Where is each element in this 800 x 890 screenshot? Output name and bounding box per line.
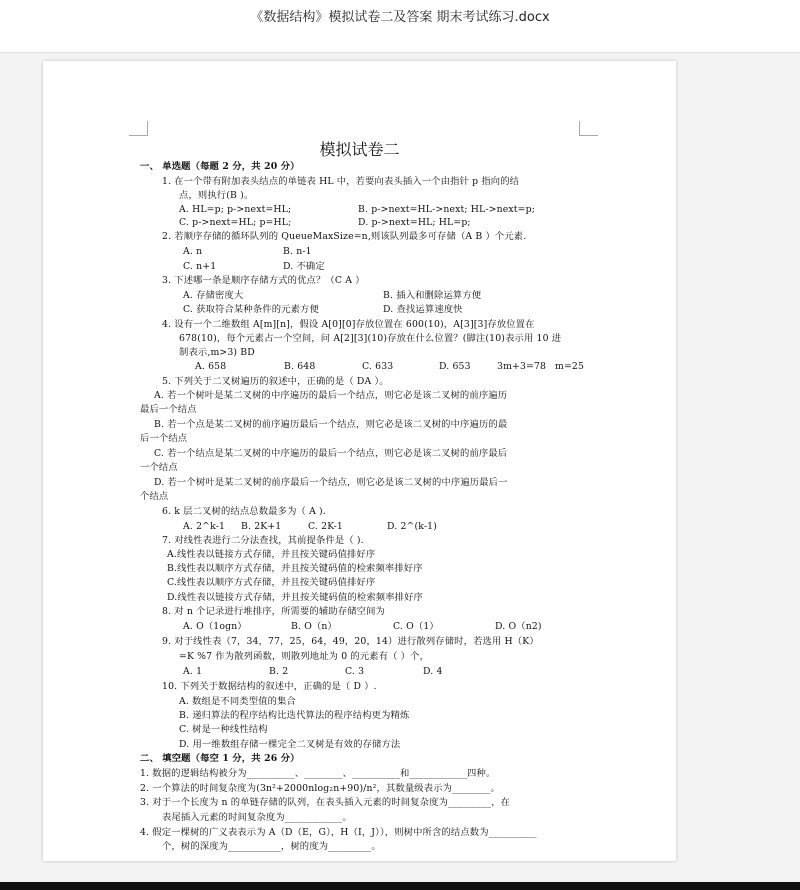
fill-question-text: 3. 对于一个长度为 n 的单链存储的队列，在表头插入元素的时间复杂度为_________，在 xyxy=(140,797,511,808)
fill-question-text: 1. 数据的逻辑结构被分为__________、________、__________和____________四种。 xyxy=(140,768,496,779)
margin-corner-right xyxy=(579,121,598,136)
section-heading: 一、 单选题（每题 2 分，共 20 分） xyxy=(140,161,300,172)
option-text: C. n+1 xyxy=(183,261,217,272)
option-text: 个结点 xyxy=(140,491,169,502)
option-text: C. 3 xyxy=(345,666,365,677)
option-text: D. 不确定 xyxy=(283,261,325,272)
option-text: B. 2 xyxy=(269,666,289,677)
fill-question-text: 表尾插入元素的时间复杂度为____________。 xyxy=(162,812,352,823)
question-text: 6. k 层二叉树的结点总数最多为（ A ). xyxy=(162,506,326,517)
option-text: D. 2^(k-1) xyxy=(387,521,438,532)
option-text: B. n-1 xyxy=(283,246,312,257)
option-text: C.线性表以顺序方式存储，并且按关键码值排好序 xyxy=(167,577,376,588)
option-text: D.线性表以链接方式存储，并且按关键码值的检索频率排好序 xyxy=(167,592,423,603)
question-text: 2. 若顺序存储的循环队列的 QueueMaxSize=n,则该队列最多可存储（A B ）个元素. xyxy=(162,231,527,242)
option-text: C. O（1） xyxy=(393,621,439,632)
option-text: C. p->next=HL; p=HL; xyxy=(179,217,292,228)
option-text: C. 633 xyxy=(362,361,394,372)
question-text: 5. 下列关于二叉树遍历的叙述中，正确的是（ DA ）。 xyxy=(162,376,389,387)
question-text: 4. 设有一个二维数组 A[m][n]，假设 A[0][0]存放位置在 600(10)，A[3][3]存放位置在 xyxy=(162,319,535,330)
section-heading: 二、 填空题（每空 1 分，共 26 分） xyxy=(140,753,300,764)
margin-corner-left xyxy=(129,121,148,136)
option-text: C. 2K-1 xyxy=(308,521,343,532)
bottom-bar xyxy=(0,882,800,890)
option-text: D. 4 xyxy=(423,666,443,677)
option-text: 最后一个结点 xyxy=(140,404,197,415)
option-text: B. 2K+1 xyxy=(241,521,282,532)
option-text: D. 查找运算速度快 xyxy=(383,304,463,315)
question-text: 7. 对线性表进行二分法查找，其前提条件是（ ). xyxy=(162,535,364,546)
option-text: A. 若一个树叶是某二叉树的中序遍历的最后一个结点，则它必是该二叉树的前序遍历 xyxy=(154,390,508,401)
fill-question-text: 个，树的深度为___________，树的度为_________。 xyxy=(162,841,381,852)
question-text: 8. 对 n 个记录进行堆排序，所需要的辅助存储空间为 xyxy=(162,606,386,617)
document-page xyxy=(43,61,676,861)
question-text: 678(10)，每个元素占一个空间，问 A[2][3](10)存放在什么位置？(脚注(10)表示用 10 进 xyxy=(179,333,562,344)
option-text: B. O（n） xyxy=(291,621,337,632)
option-text: C. 若一个结点是某二叉树的中序遍历的最后一个结点，则它必是该二叉树的前序最后 xyxy=(154,448,508,459)
option-text: D. 若一个树叶是某二叉树的前序最后一个结点，则它必是该二叉树的中序遍历最后一 xyxy=(154,477,508,488)
question-text: 10. 下列关于数据结构的叙述中，正确的是（ D ）. xyxy=(162,681,377,692)
option-text: A.线性表以链接方式存储，并且按关键码值排好序 xyxy=(167,549,376,560)
question-text: 点，则执行(B )。 xyxy=(179,190,254,201)
option-text: A. 数组是不同类型值的集合 xyxy=(179,696,296,707)
question-text: 1. 在一个带有附加表头结点的单链表 HL 中，若要向表头插入一个由指针 p 指向的结 xyxy=(162,176,520,187)
option-text: D. O（n2) xyxy=(495,621,542,632)
note-text: 3m+3=78 xyxy=(497,361,547,372)
option-text: B. 若一个点是某二叉树的前序遍历最后一个结点，则它必是该二叉树的中序遍历的最 xyxy=(154,419,508,430)
option-text: C. 获取符合某种条件的元素方便 xyxy=(183,304,319,315)
option-text: A. n xyxy=(183,246,203,257)
question-text: 3. 下述哪一条是顺序存储方式的优点？（C A ） xyxy=(162,275,365,286)
option-text: D. p->next=HL; HL=p; xyxy=(358,217,471,228)
option-text: A. O（1ogn） xyxy=(183,621,247,632)
note-text: m=25 xyxy=(555,361,585,372)
option-text: B. p->next=HL->next; HL->next=p; xyxy=(358,204,536,215)
option-text: B. 递归算法的程序结构比迭代算法的程序结构更为精炼 xyxy=(179,710,410,721)
option-text: A. HL=p; p->next=HL; xyxy=(179,204,292,215)
option-text: 后一个结点 xyxy=(140,433,188,444)
option-text: D. 用一维数组存储一棵完全二叉树是有效的存储方法 xyxy=(179,739,401,750)
option-text: B. 648 xyxy=(284,361,316,372)
file-title: 《数据结构》模拟试卷二及答案 期末考试练习.docx xyxy=(250,10,550,25)
option-text: A. 存储密度大 xyxy=(183,290,244,301)
fill-question-text: 2. 一个算法的时间复杂度为(3n²+2000nlog₂n+90)/n²，其数量级表示为________。 xyxy=(140,783,500,794)
option-text: D. 653 xyxy=(439,361,471,372)
option-text: A. 2^k-1 xyxy=(183,521,226,532)
option-text: B. 插入和删除运算方便 xyxy=(383,290,482,301)
option-text: A. 1 xyxy=(183,666,203,677)
title-bar xyxy=(0,0,800,53)
fill-question-text: 4. 假定一棵树的广义表表示为 A（D（E，G），H（I，J）），则树中所含的结点数为__________ xyxy=(140,827,537,838)
doc-title: 模拟试卷二 xyxy=(319,140,400,159)
option-text: A. 658 xyxy=(195,361,227,372)
question-text: 9. 对于线性表（7，34，77，25，64，49，20，14）进行散列存储时，若选用 H（K） xyxy=(162,636,539,647)
option-text: B.线性表以顺序方式存储，并且按关键码值的检索频率排好序 xyxy=(167,563,423,574)
option-text: C. 树是一种线性结构 xyxy=(179,724,268,735)
option-text: 一个结点 xyxy=(140,462,178,473)
question-text: 制表示,m>3) BD xyxy=(179,347,255,358)
question-text: =K %7 作为散列函数，则散列地址为 0 的元素有（ ）个， xyxy=(179,651,430,662)
